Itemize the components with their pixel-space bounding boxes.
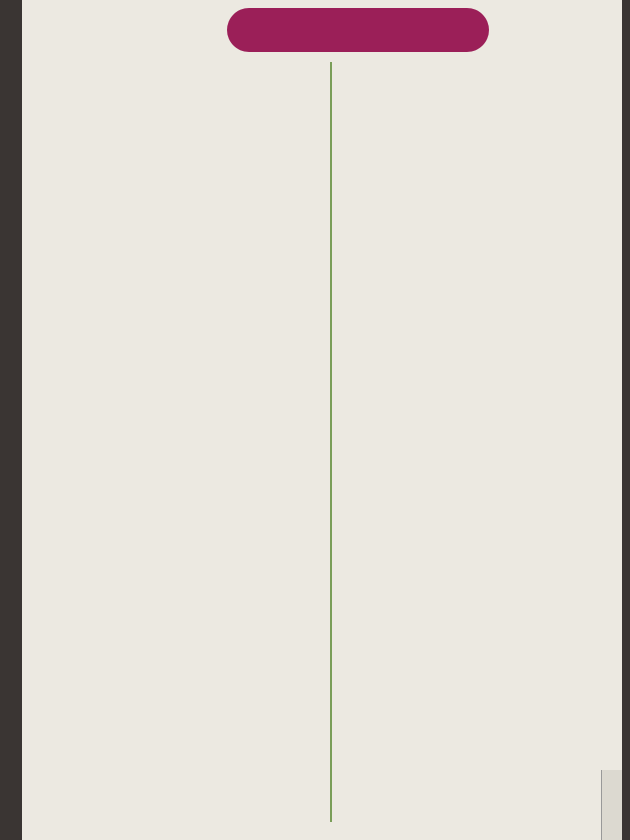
contents-title-banner <box>227 8 489 52</box>
book-page <box>22 0 622 840</box>
column-divider <box>330 62 332 822</box>
bookmark-tab <box>601 770 622 840</box>
